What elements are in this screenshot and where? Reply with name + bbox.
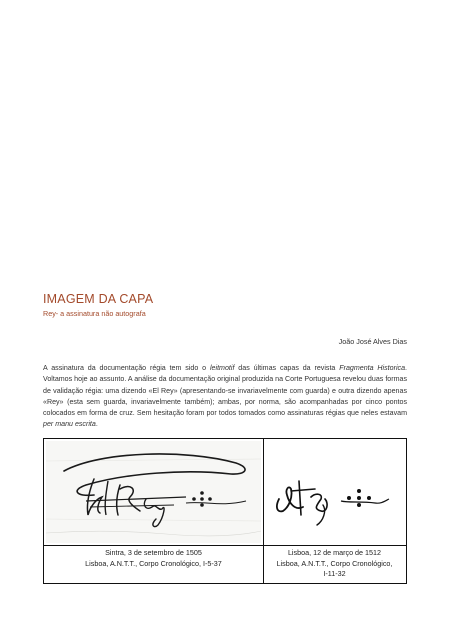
body-text-2: das últimas capas da revista bbox=[234, 364, 340, 372]
caption-source-1505: Lisboa, A.N.T.T., Corpo Cronológico, I-5-37 bbox=[85, 558, 222, 568]
figure-divider-vertical bbox=[263, 439, 264, 583]
signature-image-1505 bbox=[46, 441, 261, 543]
section-title: IMAGEM DA CAPA bbox=[43, 292, 154, 306]
signature-image-1512 bbox=[265, 441, 404, 543]
caption-date-1512: Lisboa, 12 de março de 1512 bbox=[287, 548, 382, 557]
figure-caption-1512 bbox=[265, 548, 404, 580]
figure-caption-1505 bbox=[46, 548, 261, 569]
section-subtitle: Rey- a assinatura não autografa bbox=[43, 309, 146, 318]
body-text-1: A assinatura da documentação régia tem sido o bbox=[43, 364, 210, 372]
body-text-3: . Voltamos hoje ao assunto. A análise da documentação original produzida na Corte Portuguesa revelou duas formas de validação régia: uma dizendo «El Rey» (apresentando-se invariavelmente com guarda) e outra dizendo apenas «Rey» (esta sem guarda, invariavelmente também); ambas, por norma, são acompanhadas por cinco pontos colocados em forma de cruz. Sem hesitação foram por todos tomados como assinaturas régias que neles estavam bbox=[43, 364, 407, 418]
caption-source-1512: Lisboa, A.N.T.T., Corpo Cronológico, bbox=[276, 558, 393, 568]
body-text-4: . bbox=[95, 420, 98, 429]
body-paragraph bbox=[43, 363, 407, 431]
author-name: João José Alves Dias bbox=[338, 337, 407, 346]
body-emphasis-leitmotif: leitmotif bbox=[209, 364, 235, 372]
figure-divider-horizontal bbox=[44, 545, 406, 546]
figure-table bbox=[43, 438, 407, 584]
signature-el-rey-drawing bbox=[46, 441, 261, 543]
caption-date-1505: Sintra, 3 de setembro de 1505 bbox=[105, 548, 202, 557]
body-emphasis-per-manu: per manu escrita bbox=[43, 420, 96, 429]
signature-rey-drawing bbox=[265, 441, 404, 543]
caption-ref-1512: I-11-32 bbox=[323, 569, 346, 578]
body-emphasis-journal: Fragmenta Historica bbox=[339, 364, 406, 372]
